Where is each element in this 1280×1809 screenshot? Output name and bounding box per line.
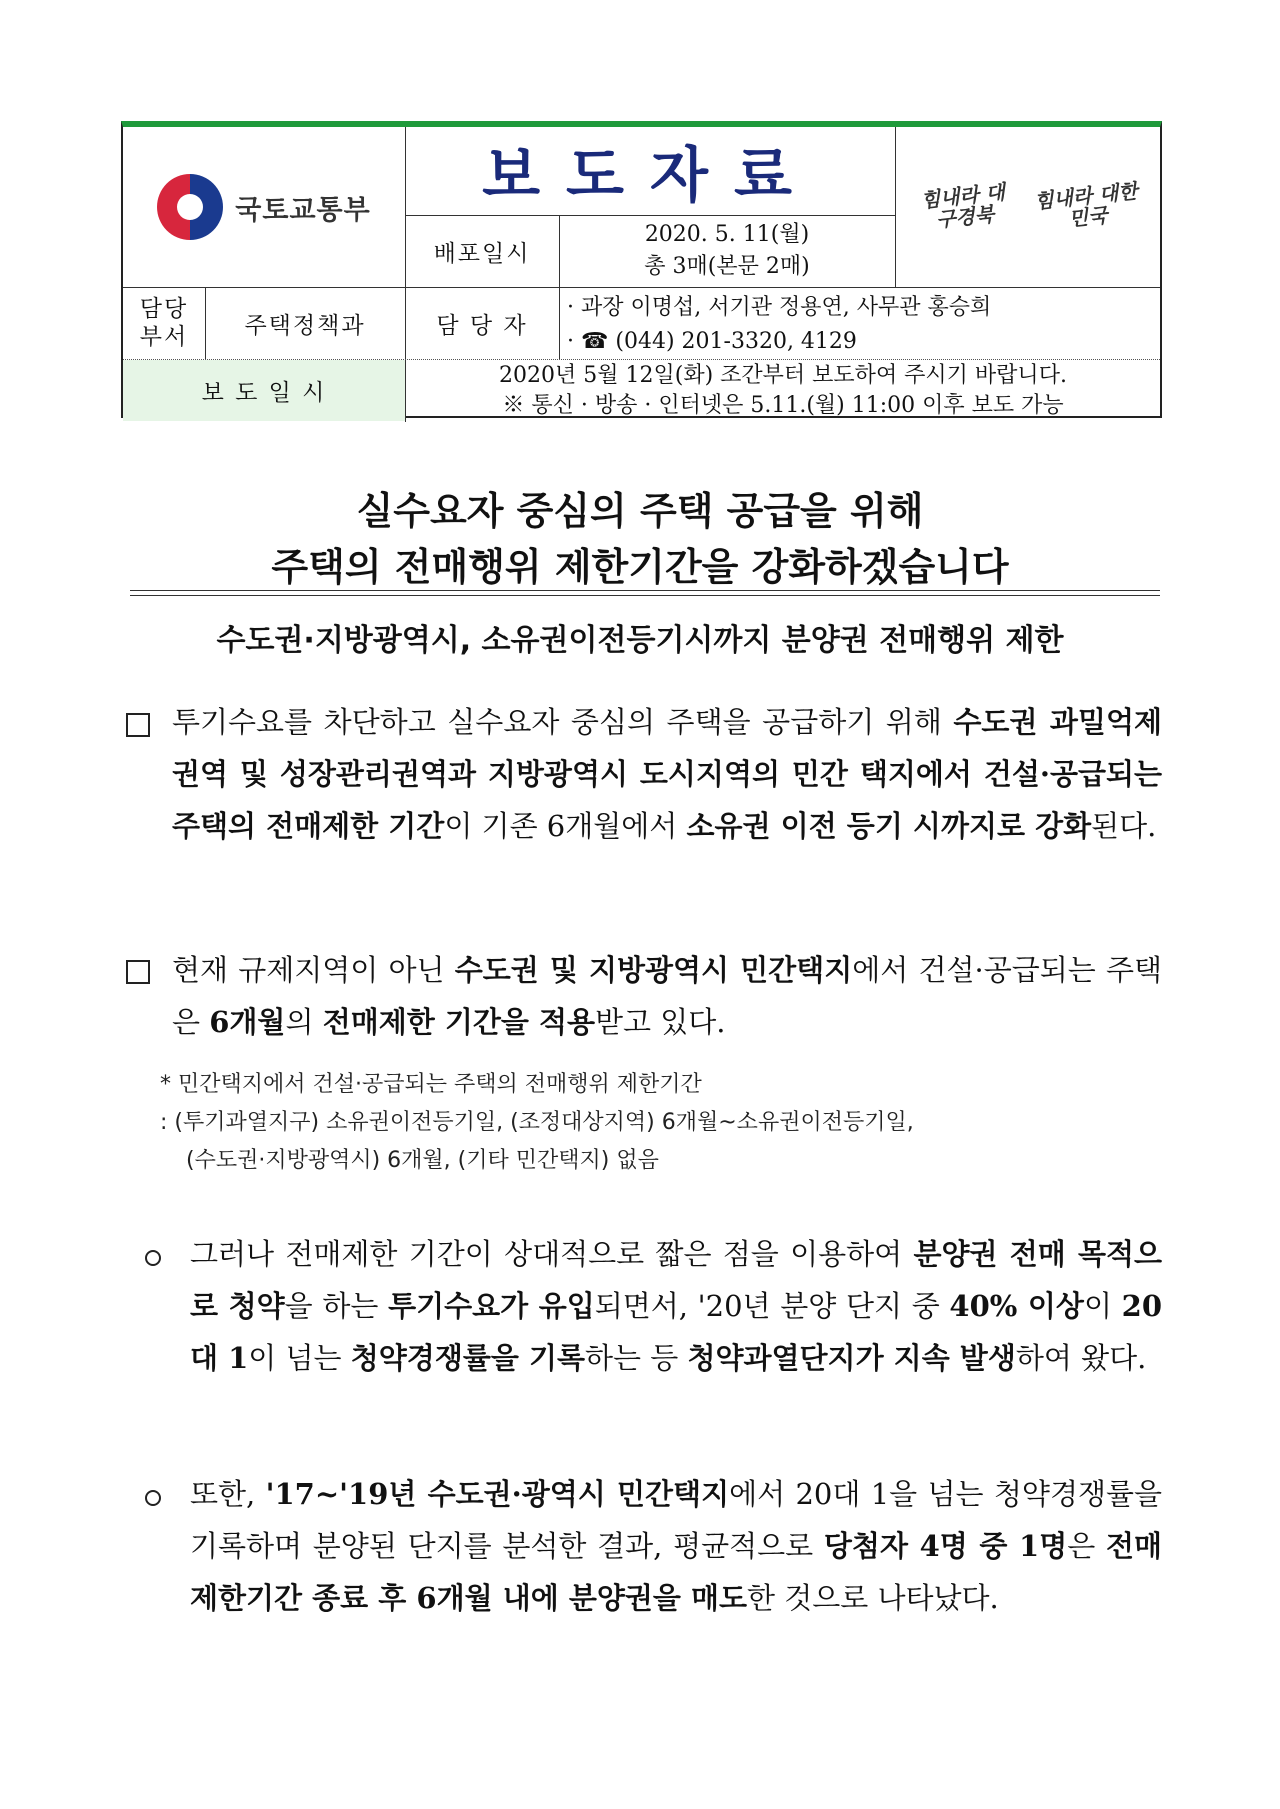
report-line2: ※ 통신 · 방송 · 인터넷은 5.11.(월) 11:00 이후 보도 가능 (502, 392, 1064, 418)
footnote-line3: (수도권·지방광역시) 6개월, (기타 민간택지) 없음 (186, 1148, 659, 1173)
p2-text: 의 (285, 1005, 323, 1039)
slogan-left: 힘내라 대구경북 (919, 179, 1006, 232)
distribution-info (559, 215, 895, 287)
p3-bold: 투기수요가 유입 (388, 1289, 595, 1323)
contact-info (559, 287, 1159, 359)
p3-text: 이 (1083, 1289, 1122, 1323)
p3-bold: 20대 1 (190, 1289, 1163, 1375)
p3-text: 그러나 전매제한 기간이 상대적으로 짧은 점을 이용하여 (190, 1237, 914, 1271)
p2-bold: 전매제한 기간을 적용 (322, 1005, 596, 1039)
circle-bullet-icon (145, 1250, 161, 1266)
p2-bold: 수도권 및 지방광역시 민간택지 (454, 953, 853, 987)
dept-value: 주택정책과 (244, 312, 366, 339)
p3-bold: 청약과열단지가 지속 발생 (687, 1341, 1016, 1375)
distribution-label: 배포일시 (433, 240, 531, 267)
p2-text: 현재 규제지역이 아닌 (172, 953, 455, 987)
title-rule-bottom (130, 595, 1160, 596)
report-label: 보 도 일 시 (123, 360, 405, 421)
p3-text: 이 넘는 (248, 1341, 351, 1375)
report-info (406, 360, 1160, 421)
taegeuk-emblem-icon (157, 174, 223, 240)
p4-text: 한 것으로 나타났다. (747, 1581, 999, 1615)
p1-bold: 소유권 이전 등기 시까지로 강화 (686, 809, 1092, 843)
contact-phone: · ☎ (044) 201-3320, 4129 (567, 329, 857, 354)
headline-line2: 주택의 전매행위 제한기간을 강화하겠습니다 (271, 545, 1009, 589)
square-bullet-icon (126, 960, 150, 984)
p4-bold: 당첨자 4명 중 1명 (823, 1529, 1068, 1563)
contact-people: · 과장 이명섭, 서기관 정용연, 사무관 홍승희 (567, 295, 992, 320)
footnote-line2: : (투기과열지구) 소유권이전등기일, (조정대상지역) 6개월~소유권이전등기일, (160, 1110, 914, 1135)
footnote-line1: * 민간택지에서 건설·공급되는 주택의 전매행위 제한기간 (160, 1072, 702, 1097)
p4-text: 또한, (190, 1477, 266, 1511)
dept-label: 담당 부서 (139, 296, 189, 350)
p4-bold: '17~'19년 수도권·광역시 민간택지 (265, 1477, 730, 1511)
p1-text: 이 기존 6개월에서 (444, 809, 687, 843)
p3-text: 을 하는 (284, 1289, 389, 1323)
p4-text: 에서 20대 1을 넘는 청약경쟁률을 기록하며 분양된 단지를 분석한 결과, 평균적으로 (190, 1477, 1163, 1563)
ministry-logo (123, 127, 405, 287)
distribution-date: 2020. 5. 11(월) (644, 222, 810, 247)
report-line1: 2020년 5월 12일(화) 조간부터 보도하여 주시기 바랍니다. (499, 362, 1067, 388)
press-release-header (121, 121, 1162, 418)
p1-bold: 수도권 과밀억제권역 및 성장관리권역과 지방광역시 도시지역의 민간 택지에서 건설·공급되는 주택의 전매제한 기간 (172, 705, 1162, 843)
page-count: 총 3매(본문 2매) (644, 254, 810, 279)
p2-text: 에서 건설·공급되는 주택은 (172, 953, 1162, 1039)
p4-text: 은 (1067, 1529, 1106, 1563)
square-bullet-icon (126, 713, 150, 737)
p2-text: 받고 있다. (595, 1005, 726, 1039)
circle-bullet-icon (145, 1490, 161, 1506)
p1-text: 투기수요를 차단하고 실수요자 중심의 주택을 공급하기 위해 (172, 705, 954, 739)
p3-text: 하는 등 (585, 1341, 688, 1375)
p3-bold: 분양권 전매 목적으로 청약 (190, 1237, 1162, 1323)
p3-bold: 청약경쟁률을 기록 (350, 1341, 585, 1375)
paragraph-4 (190, 1468, 1162, 1624)
headline-line1: 실수요자 중심의 주택 공급을 위해 (356, 489, 924, 533)
slogan-right: 힘내라 대한민국 (1032, 178, 1139, 231)
p3-text: 하여 왔다. (1015, 1341, 1147, 1375)
p4-bold: 전매제한기간 종료 후 6개월 내에 분양권을 매도 (190, 1529, 1163, 1615)
paragraph-3 (190, 1228, 1162, 1384)
footnote (160, 1066, 1170, 1180)
paragraph-1 (172, 696, 1162, 852)
doc-type-title: 보도자료 (482, 141, 818, 211)
slogan-logos (895, 127, 1160, 287)
title-rule-top (130, 590, 1160, 591)
paragraph-2 (172, 944, 1162, 1048)
p2-bold: 6개월 (209, 1005, 286, 1039)
contact-label: 담 당 자 (436, 312, 528, 339)
p3-text: 되면서, '20년 분양 단지 중 (594, 1289, 950, 1323)
subtitle: 수도권·지방광역시, 소유권이전등기시까지 분양권 전매행위 제한 (216, 623, 1064, 658)
p1-text: 된다. (1091, 809, 1157, 843)
p3-bold: 40% 이상 (949, 1289, 1084, 1323)
ministry-name: 국토교통부 (235, 194, 371, 226)
